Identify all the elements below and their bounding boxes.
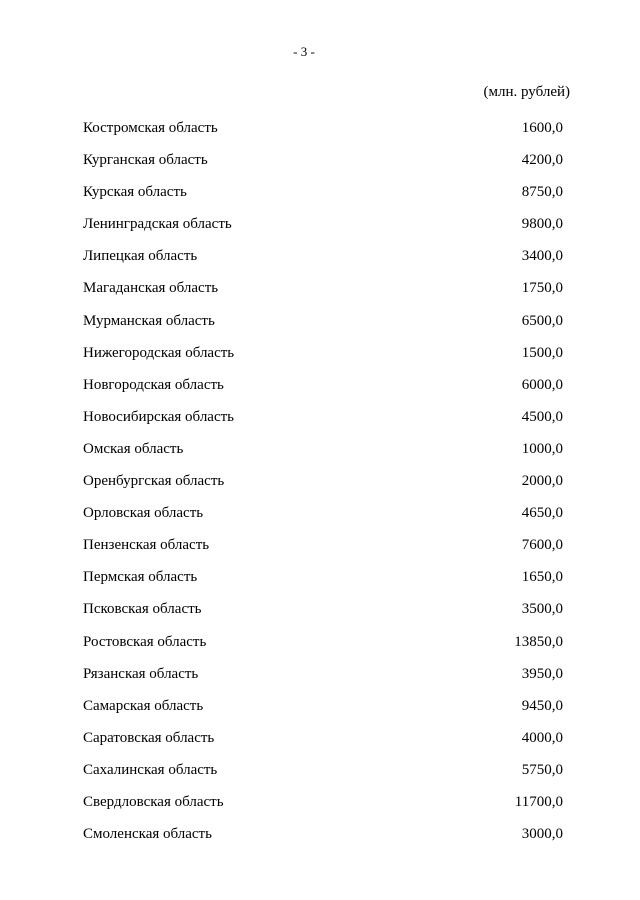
region-name: Пензенская область <box>83 537 210 554</box>
region-value: 1600,0 <box>521 120 563 136</box>
table-row <box>83 369 563 401</box>
region-value: 4200,0 <box>521 152 563 169</box>
region-value: 6000,0 <box>521 376 563 393</box>
region-name: Сахалинская область <box>83 761 218 778</box>
table-row <box>83 529 563 561</box>
region-value: 4500,0 <box>521 408 563 425</box>
table-row <box>83 176 563 208</box>
region-name: Рязанская область <box>83 665 199 682</box>
region-name: Новгородская область <box>83 376 224 393</box>
region-name: Новосибирская область <box>83 408 235 425</box>
region-value: 9450,0 <box>521 697 563 714</box>
table-row <box>83 561 563 593</box>
region-value: 6500,0 <box>521 312 563 329</box>
region-value: 1650,0 <box>521 569 563 586</box>
region-value: 7600,0 <box>521 537 563 554</box>
region-value: 1750,0 <box>521 280 563 297</box>
table-row <box>83 786 563 818</box>
region-name: Самарская область <box>83 697 204 714</box>
region-name: Пермская область <box>83 569 198 586</box>
table-row <box>83 208 563 240</box>
table-row <box>83 337 563 369</box>
region-name: Псковская область <box>83 601 202 618</box>
region-value: 8750,0 <box>521 184 563 201</box>
table-row <box>83 626 563 658</box>
region-name: Липецкая область <box>83 248 198 265</box>
table-row <box>83 305 563 337</box>
region-name: Оренбургская область <box>83 473 225 490</box>
region-table <box>83 112 563 850</box>
region-value: 13850,0 <box>514 633 563 650</box>
region-name: Магаданская область <box>83 280 219 297</box>
region-name: Смоленская область <box>83 826 212 843</box>
region-name: Мурманская область <box>83 312 215 329</box>
region-value: 2000,0 <box>521 473 563 490</box>
table-row <box>83 818 563 850</box>
region-name: Курская область <box>83 184 187 201</box>
region-value: 9800,0 <box>521 216 563 233</box>
region-value: 3000,0 <box>521 826 563 843</box>
region-name: Саратовская область <box>83 729 215 746</box>
region-value: 4650,0 <box>521 505 563 522</box>
table-row <box>83 754 563 786</box>
region-value: 4000,0 <box>521 729 563 746</box>
region-value: 1500,0 <box>521 344 563 361</box>
unit-label: (млн. рублей) <box>483 84 570 100</box>
region-name: Свердловская область <box>83 793 224 810</box>
region-value: 5750,0 <box>521 761 563 778</box>
region-name: Орловская область <box>83 505 204 522</box>
region-name: Костромская область <box>83 120 218 136</box>
region-name: Нижегородская область <box>83 344 235 361</box>
table-row <box>83 112 563 144</box>
region-name: Ленинградская область <box>83 216 232 233</box>
region-value: 1000,0 <box>521 440 563 457</box>
table-row <box>83 401 563 433</box>
table-row <box>83 593 563 625</box>
table-row <box>83 272 563 304</box>
page-number: - 3 - <box>293 44 315 59</box>
table-row <box>83 722 563 754</box>
table-row <box>83 465 563 497</box>
region-value: 3950,0 <box>521 665 563 682</box>
table-row <box>83 433 563 465</box>
region-name: Курганская область <box>83 152 208 169</box>
table-row <box>83 144 563 176</box>
region-value: 11700,0 <box>514 793 563 810</box>
region-value: 3400,0 <box>521 248 563 265</box>
table-row <box>83 240 563 272</box>
table-row <box>83 658 563 690</box>
region-name: Ростовская область <box>83 633 207 650</box>
region-name: Омская область <box>83 440 184 457</box>
table-row <box>83 497 563 529</box>
region-value: 3500,0 <box>521 601 563 618</box>
table-row <box>83 690 563 722</box>
